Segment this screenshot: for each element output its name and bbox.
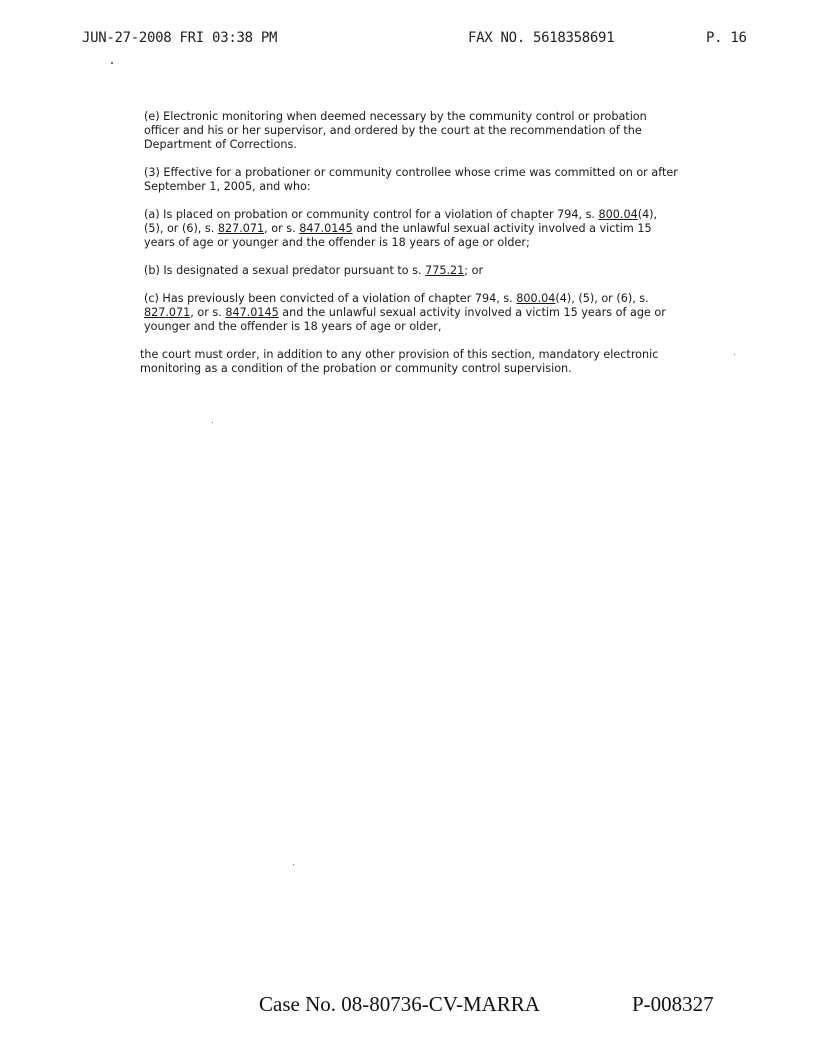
- paragraph-c-text-1: (c) Has previously been convicted of a violation of chapter 794, s.: [144, 292, 517, 305]
- fax-date-time: JUN-27-2008 FRI 03:38 PM: [82, 30, 278, 46]
- scan-speck: [212, 422, 213, 423]
- paragraph-c: [140, 292, 680, 334]
- paragraph-3: (3) Effective for a probationer or community controllee whose crime was committed on or after September 1, 2005, and who:: [144, 166, 678, 193]
- fax-header: [0, 30, 816, 50]
- fax-page-number: P. 16: [706, 30, 747, 46]
- statute-text: [140, 110, 680, 390]
- paragraph-a-text-2: (4), (5), or (6), s.: [144, 208, 658, 235]
- scan-speck: [293, 864, 294, 865]
- paragraph-b-text-2: ; or: [464, 264, 484, 277]
- statute-link-847-0145[interactable]: 847.0145: [299, 222, 353, 235]
- statute-link-775-21[interactable]: 775.21: [425, 264, 465, 277]
- statute-link-847-0145[interactable]: 847.0145: [225, 306, 279, 319]
- fax-number: FAX NO. 5618358691: [468, 30, 615, 46]
- scan-speck: [111, 62, 113, 64]
- paragraph-c-text-2: (4), (5), or (6), s.: [555, 292, 649, 305]
- statute-link-827-071[interactable]: 827.071: [144, 306, 191, 319]
- document-footer: [0, 992, 816, 1022]
- case-number: Case No. 08-80736-CV-MARRA: [259, 992, 540, 1016]
- paragraph-c-text-3: , or s.: [190, 306, 226, 319]
- paragraph-e: (e) Electronic monitoring when deemed necessary by the community control or probation officer and his or her supervisor, and ordered by the court at the recommendation of the Department of Corrections.: [144, 110, 647, 151]
- paragraph-b-text-1: (b) Is designated a sexual predator pursuant to s.: [144, 264, 426, 277]
- paragraph-final: the court must order, in addition to any other provision of this section, mandatory electronic monitoring as a condition of the probation or community control supervision.: [140, 348, 659, 375]
- paragraph-a-text-1: (a) Is placed on probation or community control for a violation of chapter 794, s.: [144, 208, 599, 221]
- bates-number: P-008327: [632, 992, 714, 1016]
- statute-link-827-071[interactable]: 827.071: [217, 222, 265, 235]
- paragraph-a-text-4: and the unlawful sexual activity involved a victim 15 years of age or younger and the offender is 18 years of age or older;: [144, 222, 652, 249]
- statute-link-800-04[interactable]: 800.04: [598, 208, 638, 221]
- paragraph-c-text-4: and the unlawful sexual activity involved a victim 15 years of age or younger and the offender is 18 years of age or older,: [144, 306, 666, 333]
- paragraph-a: [140, 208, 680, 250]
- statute-link-800-04[interactable]: 800.04: [516, 292, 556, 305]
- scan-speck: [734, 354, 735, 355]
- paragraph-a-text-3: , or s.: [264, 222, 300, 235]
- paragraph-b: [140, 264, 680, 278]
